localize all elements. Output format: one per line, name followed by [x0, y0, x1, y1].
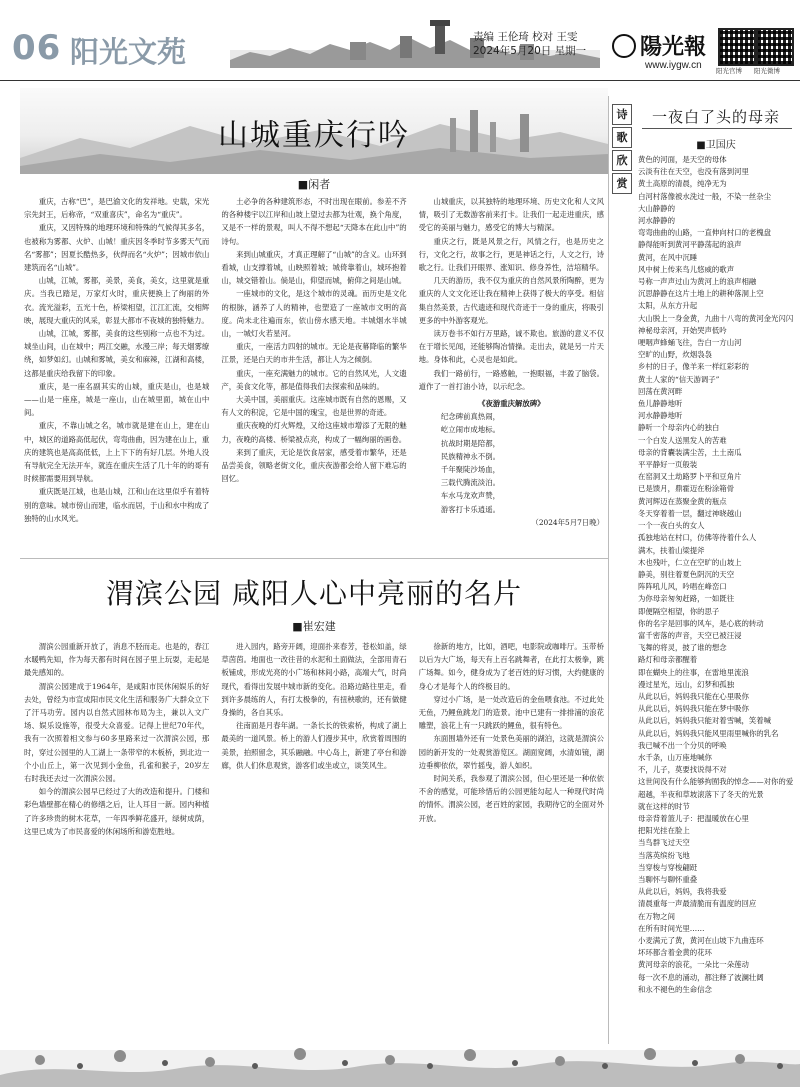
poem-line: 满木，扶着山梁提斧: [638, 545, 705, 555]
poem-line: 太阳，从东方升起: [638, 301, 698, 311]
paragraph: 重庆，不靠山城之名，城市就是建在山上，建在山中，城区的道路高低起伏，弯弯曲曲，因为建在山上，重庆的建筑也是高高低低，上上下下的有好几层。外地人没有导航完全无法开车，就连在重庆生活了几十年的的哥有时候都需要用到导航。: [24, 421, 210, 484]
poem-line: 白河村落像被水洗过一般，不染一丝杂尘: [638, 191, 772, 201]
poem-line: 母亲背着篮儿子：把温暖放在心里: [638, 813, 749, 823]
tag-char: 赏: [612, 173, 632, 194]
poem-line: 路灯和母亲都醒着: [638, 655, 698, 665]
paragraph: 渭滨公园重新开放了，消息不胫而走。也是的，春江水暖鸭先知，作为每天都有时间在园子里上玩耍，走起是最先感知的。: [24, 642, 210, 678]
paragraph: 山城，江城，雾都，美食的这些别称一点也不为过。城坐山间，山在城中；两江交融，水漫三岸；每天烟雾缭绕，如梦如幻。山城和雾城，美女和麻辣，江湖和高楼，这都是重庆给我留下的印象。: [24, 329, 210, 378]
paragraph: 重庆，一座活力四射的城市。无论是夜幕降临的繁华江景，还是白天的市井生活，都让人为之倾倒。: [221, 342, 407, 365]
poem-line: 我已喊不出一个分贝的呼唤: [638, 740, 727, 750]
paper-logo: [612, 30, 706, 61]
paragraph: 重庆，是一座名副其实的山城，重庆是山，也是城——山是一座座，城是一座山，山在城里面，城在山中间。: [24, 381, 210, 418]
poem-line: 静听一个母亲内心的独白: [638, 423, 720, 433]
page-number: 06: [12, 28, 62, 68]
article-column: [419, 640, 604, 1018]
article-column: [221, 640, 406, 1018]
poem-line: 鱼儿静静地听: [638, 399, 683, 409]
poem-line: 纪念碑前真热闹，: [440, 412, 500, 422]
poem-line: 从此以后，妈妈我只能对着雪喊，笑着喊: [638, 716, 772, 726]
logo-sun-icon: [612, 34, 636, 58]
poem-line: 静得能听到黄河平静荡起的浪声: [638, 240, 742, 250]
poem-body: [638, 154, 794, 1039]
qr-code-icon: [756, 28, 794, 66]
qr-code-icon: [718, 28, 756, 66]
article-title: 渭滨公园 咸阳人心中亮丽的名片: [106, 577, 522, 610]
poem-line: 冬天穿着着一层，翻过神晓越山: [638, 508, 742, 518]
poem-line: 阵阵吼儿风，吟唱在峰峦口: [638, 582, 727, 592]
paragraph: 进入园内，路旁开阔，迎面扑来春芳，苍松如盖，绿草茵茵。地面也一改往昔的水泥和土面做法，全部用青石板铺成，形成光亮的小广场和林间小路，高端大气，时尚现代，看得出发展中城市新的变化。沿路边路往里走，看到许多晨练的人，有打太极拳的，有扭秧歌的，还有做健身操的，各自其乐。: [221, 642, 407, 718]
poem-line: 千年聚陡沙场血，: [440, 465, 500, 475]
paragraph: 重庆之行，既是风景之行，风情之行，也是历史之行，文化之行，故事之行，更是神话之行，人文之行，诗歌之行。让我们开眼界、涨知识、修身养性，洁培精华。: [418, 236, 604, 273]
poetry-section-tag: [612, 104, 632, 196]
paragraph: 几天的游历，我不仅为重庆的自然风景所陶醉，更为重庆的人文文化还让我在精神上获得了极大的享受。相信集自然美景，古代遗迹和现代奇迹于一身的重庆，将吸引更多的中外游客观光。: [418, 276, 604, 325]
poem-line: 每一次不息的涌动，都注释了波澜壮阔: [638, 972, 764, 982]
article-author: ■崔宏建: [292, 620, 336, 633]
poem-line: 乡村的日子，像羊来一样红彩彩的: [638, 362, 749, 372]
poem-line: 黄色的河面，是天空的母体: [638, 155, 727, 164]
poem-line: 一个一夜白头的女人: [638, 521, 705, 531]
editor-line: 责编 王伦琦 校对 王雯: [473, 31, 578, 43]
paragraph: 重庆，古称“巴”，是巴渝文化的发祥地。史载，宋光宗先封王，后称帝，“双重喜庆”，命名为“重庆”。: [24, 197, 210, 220]
poem-line: 富千密落的声音，天空已被汪浸: [638, 630, 742, 640]
poem-title: 《夜游重庆解放碑》: [478, 399, 545, 409]
paragraph: 重庆既是江城，也是山城，江和山在这里似乎有着特别的意味。城市傍山而建，临水而居，于山和水中构成了独特的山水风光。: [24, 487, 210, 523]
paragraph: 穿过小广场，是一处改造后的金鱼喂食池。不过此处无鱼，乃鲤鱼跳龙门的造景。池中已建有一排排浦的浪花雕塑，浪花上有一只跳跃的鲤鱼，很有特色。: [418, 694, 604, 731]
poem-line: 即在蝴央上的往事，在雷地里流浪: [638, 667, 749, 677]
poem-line: 静美，别往着夏色阴沉的天空: [638, 569, 735, 579]
masthead-rule: [0, 80, 800, 81]
poem-line: 在所有时间光里……: [638, 923, 705, 933]
editor-info: [473, 30, 586, 58]
article-column: [24, 195, 209, 555]
paragraph: 时间关系，我参观了渭滨公园，但心里还是一种依依不舍的感觉，可能珍惜后的公园更能勾起人一种现代时尚的情怀。渭滨公园，老百姓的家园，我期待它的全面对外开放。: [418, 774, 604, 823]
poem-line: 从此以后，妈妈我只能在梦中吸你: [638, 704, 749, 714]
website-url[interactable]: www.iygw.cn: [645, 60, 702, 71]
poem-line: 从此以后，妈妈我只能风里雨里喊你的乳名: [638, 728, 779, 738]
paragraph: 重庆，一座充满魅力的城市。它的自然风光，人文遗产，美食文化等，都是值得我们去探索和品味的。: [221, 368, 407, 391]
poem-line: 当穿梭与穿梭翩跹: [638, 862, 698, 872]
poem-line: 游客打卡乐逍遥。: [440, 504, 500, 514]
poem-line: 号称一声声过山为黄河上的浪声相融: [638, 277, 757, 287]
poem-line: 哽咽声蜂蛹飞往，告白一方山河: [638, 338, 742, 348]
paragraph: 渭滨公园建成于1964年，是咸阳市民休闲娱乐的好去处，曾经为市宣成阳市民文化生活和服务广大群众立下了汗马功劳。园内以自然式园林布局为主，兼以入文广场、娱乐设施等，很受大众喜爱。记得上世纪70年代，我有一次照着相文参与60多里路来过一次渭滨公园，那时，穿过公园里的人工湖上一条带窄的木板桥，到北边一个小山丘上，第一次见到小金鱼，孔雀和猴子，20岁左右时我还去过一次渭滨公园。: [24, 681, 210, 784]
poem-line: 大山静静的: [638, 203, 675, 213]
paragraph: 一座城市的文化，是这个城市的灵魂。而历史是文化的根脉，涵养了人的精神，也塑造了一座城市文明的高度。尚未北往遍而东，依山傍水感天地。丰城烟水半城山，一城灯火若星河。: [221, 289, 407, 339]
section-name: 阳光文苑: [70, 35, 187, 69]
poem-title: 一夜白了头的母亲: [651, 108, 780, 126]
masthead: [0, 0, 800, 82]
poem-line: 就在这样的时节: [638, 801, 690, 811]
poem-line: 当聊怀与聊怀重叠: [638, 874, 698, 884]
article-title: 山城重庆行吟: [218, 118, 410, 153]
poem-line: 大山脱上一身金黄，九曲十八弯的黄河金光闪闪: [638, 313, 794, 323]
poem-line: 黄河母亲的浪花，一朵比一朵莲动: [638, 960, 749, 970]
date-line: 2024年5月20日 星期一: [473, 45, 587, 57]
poem-line: 河水静静地听: [638, 411, 683, 421]
poem-line: 在万物之间: [638, 911, 675, 921]
column-divider: [608, 96, 609, 1044]
poem-line: 从此以后，妈妈，我将我爱: [638, 887, 727, 897]
poem-line: 车水马龙欢声赞，: [440, 491, 500, 501]
section-divider: [20, 558, 608, 559]
poem-line: 在窑洞又土劫路罗卜平和豆角片: [638, 472, 742, 482]
paragraph: 重庆夜晚的灯火辉煌，又给这座城市增添了无限的魅力，夜晚的高楼、桥梁被点亮，构成了一幅绚丽的画卷。: [221, 421, 407, 444]
article-body: [24, 195, 604, 555]
poem-line: 平平静好一页般装: [638, 460, 698, 470]
article-author: ■闲者: [297, 178, 331, 191]
poem-line: 当落英缤纷飞地: [638, 850, 690, 860]
poem-line: 黄河辉迈在蒸聚金黄的瓶点: [638, 496, 727, 506]
tag-char: 欣: [612, 150, 632, 171]
poem-line: 母亲的背囊装满尘苦，土土南瓜: [638, 447, 742, 457]
poem-line: 孤独地站在村口，仿佛等待着什么人: [638, 533, 757, 543]
paragraph: 读万卷书不如行万里路，诚不欺也。旅游的意义不仅在于增长见闻，还能够陶冶情操。走出去，就是另一片天地。身体和此，心灵也是如此。: [418, 329, 604, 365]
paragraph: 东面围墙外还有一处景色美丽的湖泊，这就是渭滨公园的新开发的一处观赏游览区。湖面宽阔，水清如镜，湖边垂柳依依，翠竹摇曳，游人如织。: [418, 734, 604, 770]
poem-author: ■卫国庆: [696, 140, 736, 151]
poem-line: 你的名字是回事的风车，是心底的转动: [638, 618, 764, 628]
paragraph: 我们一路前行，一路感触，一抱眼福，丰盈了脑袋。道作了一首打油小诗，以示纪念。: [418, 368, 604, 391]
qr-caption: 阳光微博: [754, 67, 780, 75]
paragraph: 大美中国，美丽重庆。这座城市既有自然的恩赐，又有人文的积淀，它是中国的瑰宝，也是世界的奇迹。: [221, 395, 407, 418]
poem-line: 为你母亲匆匆赶路，一如既往: [638, 594, 735, 604]
paragraph: 往南面是月春年湖。一条长长的铁索桥，构成了湖上最美的一道风景。桥上的游人们漫步其中，欣赏着周围的美景，拍照留念，其乐融融。中心岛上，新建了亭台和游廊，供人们休息观赏，游客们或坐或立，谈笑风生。: [221, 721, 407, 770]
poem-line: 黄河，在风中沉睡: [638, 252, 698, 262]
poem-line: 回荡在黄河畔: [638, 386, 683, 396]
paragraph: 重庆，又因特殊的地理环境和特殊的气候得其多名，也被称为雾都、火炉、山城！重庆因冬季时节多雾天气而名“雾都”；因夏长酷热多，伙焊而名“火炉”；因城市依山建筑而名“山城”。: [24, 223, 210, 273]
poem-line: 不，儿子，莫要找说得不对: [638, 765, 727, 775]
article-body: [24, 640, 604, 1018]
poem-line: 已是馈月，鼎霍迈在粉涂箱骨: [638, 484, 735, 494]
poem-line: 坏环都含着金黄的花环: [638, 948, 712, 958]
poem-line: 屹立闹市成地标。: [440, 425, 500, 435]
poem-line: 即便隔空相望，你的思子: [638, 606, 720, 616]
paragraph: 山城，江城，雾都，美景，美食，美女，这里就是重庆。当我已踏足，万家灯火时，重庆便换上了绚丽的外衣。流光溢彩，五光十色，桥梁相望，江江汇流，交相辉映，展现大重庆的风采，彰显大都市不夜城的独特魅力。: [24, 276, 210, 325]
poem-line: 民族精神永不倒。: [440, 451, 500, 461]
poem-line: 沉思静静在这片土地上的耕种落洞上空: [638, 289, 764, 299]
poem-line: 弯弯曲曲的山路，一直伸向村口的老槐盘: [638, 228, 772, 238]
poem-line: 和永不褪色的生命信念: [638, 984, 712, 994]
article-column: [221, 195, 406, 555]
poem-line: 把阳光挂在脸上: [638, 826, 690, 836]
poem-line: 当鸟群飞过天空: [638, 838, 690, 848]
poem-line: 云淡有往在天空，也没有落到河里: [638, 167, 749, 177]
poem-line: 小麦满元了黄，黄河在山坡下九曲连环: [638, 936, 764, 945]
poem-line: 漫过星光，远山，幻梦和孤独: [638, 679, 735, 689]
poem-line: 从此以后，妈妈我只能在心里吸你: [638, 691, 749, 701]
article-column: [419, 195, 604, 555]
poem-line: 超越，半夜和草坡滚落下了冬天的光景: [638, 789, 764, 799]
poem-line: 一个白发人送黑发人的苦难: [638, 435, 727, 445]
poem-line: 抗战时期是陪都，: [440, 438, 500, 448]
paragraph: 山城重庆，以其独特的地理环境、历史文化和人文风情，吸引了无数游客前来打卡。让我们一起走进重庆，感受它的美丽与魅力，感受它的博大与精深。: [418, 197, 604, 233]
poem-line: 风中树上传来鸟儿悠威的歌声: [638, 264, 735, 274]
tag-char: 歌: [612, 127, 632, 148]
paragraph: 如今的渭滨公园早已经过了大的改造和提升。门楼和彩色墙壁都在精心的修缮之后，让人耳目一新。园内种植了许多珍贵的树木花草，一年四季鲜花盛开，绿树成荫，这里已成为了市民喜爱的休闲场所和游览胜地。: [24, 787, 210, 836]
tag-char: 诗: [612, 104, 632, 125]
article-column: [24, 640, 209, 1018]
paragraph: 徐新的地方，比如，酒吧，电影院或咖啡厅。玉带桥以后为大广场，每天有上百名跳舞者，在此打太极拳，跳广场舞。如今，健身成为了老百姓的好习惯，大约健康的身心才是每个人的终极目的。: [418, 642, 604, 691]
poem-line: 水千条，山万座地喊你: [638, 752, 712, 762]
poem-line: 黄土人家的“信天游调子”: [638, 374, 720, 384]
poem-line: 河水静静的: [638, 216, 675, 226]
qr-caption: 阳光官博: [716, 67, 742, 75]
poem-date: （2024年5月7日晚）: [531, 517, 604, 527]
poem-line: 神秘母亲河，开始哭声低吟: [638, 325, 727, 335]
paragraph: 来到了重庆，无论是饮食居家，感受着市繁华，还是品尝美食，领略老街文化，重庆夜游都会给人留下难忘的回忆。: [221, 447, 407, 484]
paragraph: 来到山城重庆，才真正理解了“山城”的含义。山环到看城，山支撑着城，山映照着城；城倚靠着山，城环抱着山，城交错着山。倘是山，仰望而城，俯仰之间是山城。: [221, 249, 407, 286]
paper-name: 陽光報: [640, 34, 707, 60]
poem-line: 三载代腾流淡泊。: [440, 478, 500, 488]
flower-footer-illustration: [0, 1030, 800, 1087]
title-underline: [642, 128, 792, 129]
poem-line: 飞舞的将灵，披了谁的想念: [638, 643, 727, 653]
poem-line: 清晨重每一声最清脆而有温度的回应: [638, 899, 757, 909]
poem-line: 空旷的山野，炊烟袅袅: [638, 350, 712, 360]
poem-line: 黄土高原的清晨，纯净无为: [638, 179, 727, 189]
paragraph: 土必争的各种建筑形态，不时出现在眼前。参差不齐的各种楼宇以江岸和山坡上望过去都为壮观，换个角度，又是不一样的景观，叫人不得不想起“天降本在此山中”的诗句。: [221, 197, 407, 246]
poem-line: 这世间没有什么能够拘囿我的悼念——对你的爱: [638, 777, 794, 787]
poem-line: 木也残叶，仁立在空旷的山坡上: [638, 557, 742, 567]
